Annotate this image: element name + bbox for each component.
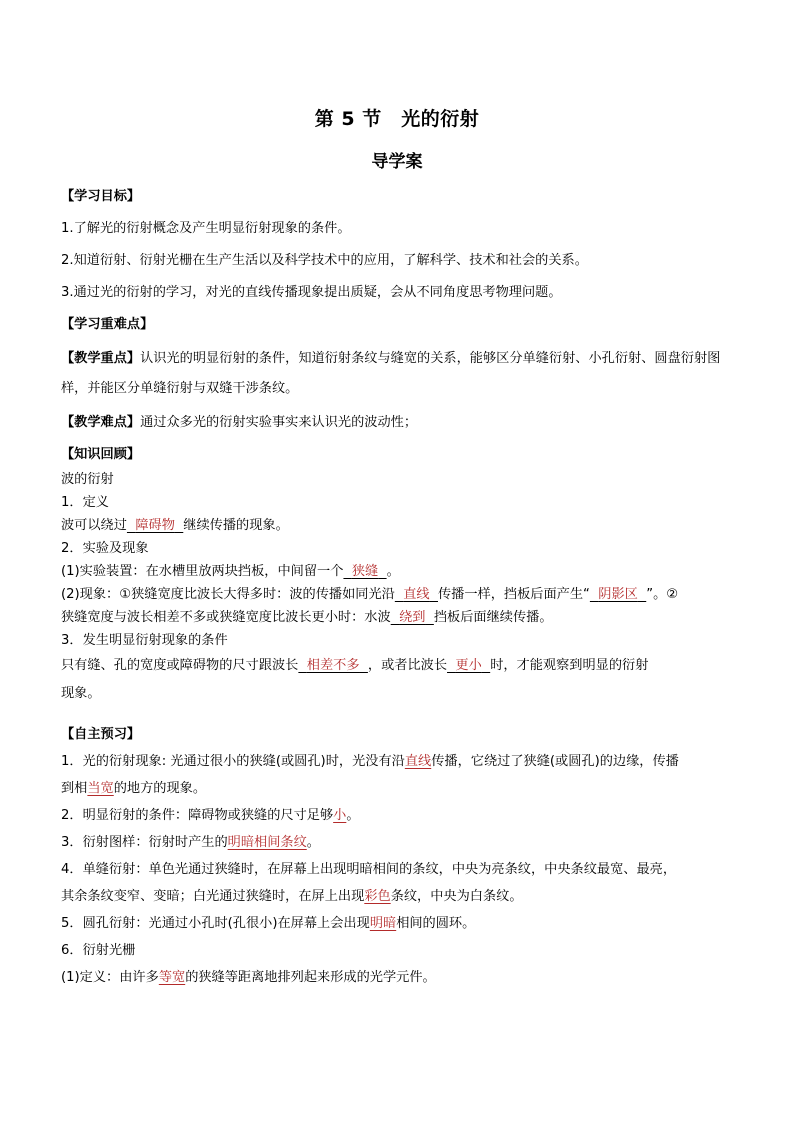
preview-item-5: 5．圆孔衍射：光通过小孔时(孔很小)在屏幕上会出现明暗相间的圆环。 — [61, 916, 476, 931]
review-definition: 波可以绕过 障碍物 继续传播的现象。 — [61, 518, 289, 533]
review-experiment-setup: (1)实验装置：在水槽里放两块挡板，中间留一个 狭缝 。 — [61, 564, 400, 579]
goal-item-3: 3.通过光的衍射的学习，对光的直线传播现象提出质疑，会从不同角度思考物理问题。 — [61, 285, 562, 300]
answer-blank: 绕到 — [399, 610, 426, 625]
review-condition-line2: 现象。 — [61, 686, 101, 701]
preview-item-6-1: (1)定义：由许多等宽的狭缝等距离地排列起来形成的光学元件。 — [61, 970, 436, 985]
goal-item-2: 2.知道衍射、衍射光栅在生产生活以及科学技术中的应用，了解科学、技术和社会的关系。 — [61, 253, 588, 268]
page-title: 第 5 节 光的衍射 — [314, 108, 480, 130]
answer-blank: 更小 — [455, 658, 482, 673]
preview-item-1: 1．光的衍射现象: 光通过很小的狭缝(或圆孔)时，光没有沿直线传播，它绕过了狭缝(或圆孔)的边缘，传播 — [61, 754, 679, 769]
preview-item-6: 6．衍射光栅 — [61, 943, 136, 958]
section-heading-goals: 【学习目标】 — [61, 189, 141, 204]
section-heading-preview: 【自主预习】 — [61, 727, 141, 742]
section-heading-review: 【知识回顾】 — [61, 447, 141, 462]
answer-blank: 相差不多 — [306, 658, 360, 673]
teaching-focus-label: 【教学重点】 — [61, 351, 141, 366]
answer-blank: 阴影区 — [598, 587, 638, 602]
teaching-focus — [61, 344, 741, 404]
answer-blank: 狭缝 — [351, 564, 379, 579]
teaching-difficulty-text: 通过众多光的衍射实验事实来认识光的波动性； — [140, 415, 418, 430]
review-condition: 只有缝、孔的宽度或障碍物的尺寸跟波长 相差不多 ，或者比波长 更小 时，才能观察到明显的衍射 — [61, 658, 649, 673]
teaching-difficulty — [61, 410, 741, 436]
goal-item-1: 1.了解光的衍射概念及产生明显衍射现象的条件。 — [61, 221, 351, 236]
preview-item-1-line2: 到相当宽的地方的现象。 — [61, 781, 207, 796]
review-experiment-phenomenon: (2)现象：①狭缝宽度比波长大得多时：波的传播如同光沿 直线 传播一样，挡板后面产生“ 阴影区 ”。② — [61, 587, 679, 602]
page-subtitle: 导学案 — [371, 152, 423, 172]
review-condition-heading: 3．发生明显衍射现象的条件 — [61, 633, 228, 648]
preview-item-2: 2．明显衍射的条件：障碍物或狭缝的尺寸足够小。 — [61, 808, 360, 823]
teaching-focus-text: 认识光的明显衍射的条件，知道衍射条纹与缝宽的关系，能够区分单缝衍射、小孔衍射、圆盘衍射图样，并能区分单缝衍射与双缝干涉条纹。 — [61, 351, 721, 396]
document-body — [61, 184, 741, 991]
preview-item-3: 3．衍射图样：衍射时产生的明暗相间条纹。 — [61, 835, 320, 850]
review-experiment-heading: 2．实验及现象 — [61, 541, 149, 556]
review-definition-heading: 1．定义 — [61, 495, 109, 510]
review-experiment-phenomenon-2: 狭缝宽度与波长相差不多或狭缝宽度比波长更小时：水波 绕到 挡板后面继续传播。 — [61, 610, 553, 625]
preview-item-4-line2: 其余条纹变窄、变暗；白光通过狭缝时，在屏上出现彩色条纹，中央为白条纹。 — [61, 889, 523, 904]
preview-item-4: 4．单缝衍射：单色光通过狭缝时，在屏幕上出现明暗相间的条纹，中央为亮条纹，中央条纹最宽、最亮， — [61, 862, 677, 877]
review-topic: 波的衍射 — [61, 472, 114, 487]
section-heading-key-points: 【学习重难点】 — [61, 317, 154, 332]
answer-blank: 直线 — [403, 587, 430, 602]
answer-blank: 障碍物 — [135, 518, 175, 533]
teaching-difficulty-label: 【教学难点】 — [61, 415, 141, 430]
